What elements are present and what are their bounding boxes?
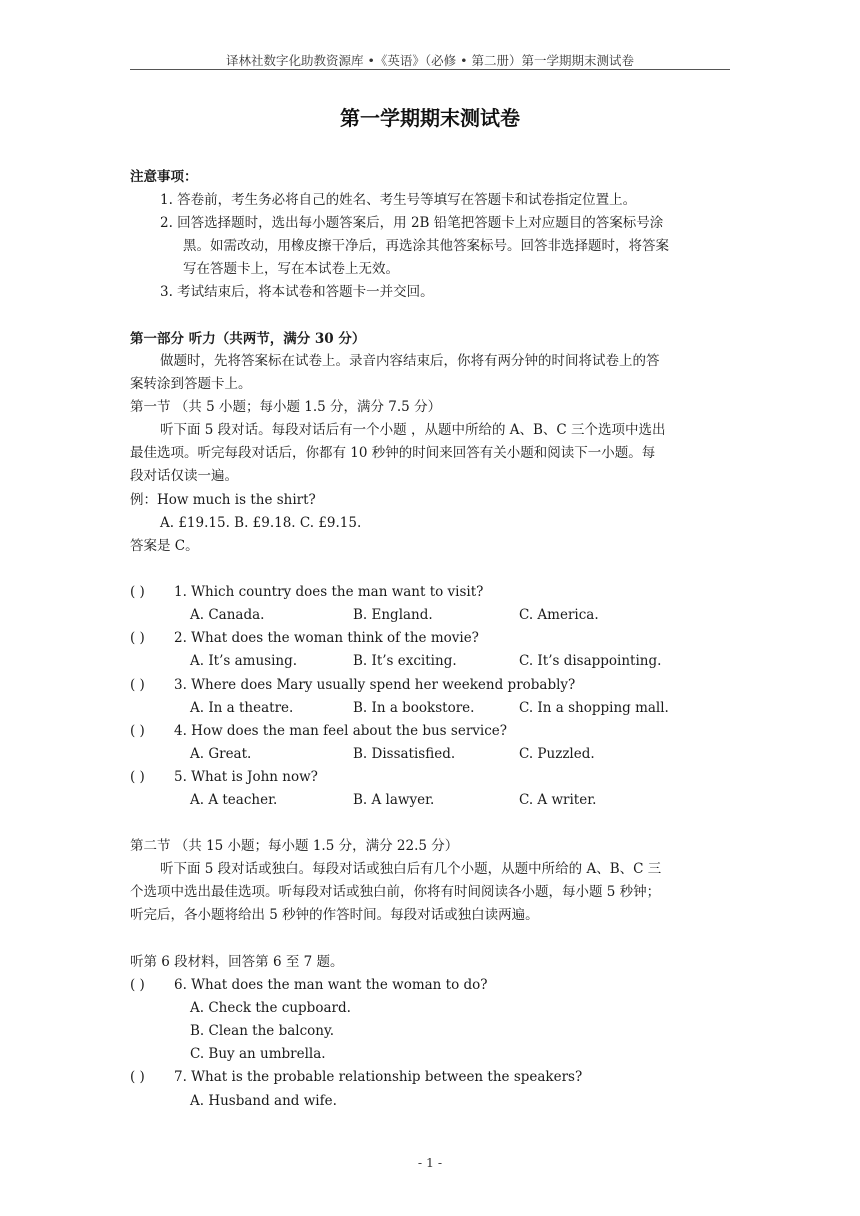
question-text: 1. Which country does the man want to visit? <box>174 584 484 600</box>
part1-intro-line-1: 做题时，先将答案标在试卷上。录音内容结束后，你将有两分钟的时间将试卷上的答 <box>160 353 660 369</box>
notice-item-2-line-3: 写在答题卡上，写在本试卷上无效。 <box>183 261 399 277</box>
option-b: B. A lawyer. <box>353 792 435 808</box>
option-c: C. A writer. <box>519 792 597 808</box>
option-b: B. England. <box>353 607 433 623</box>
question-text: 6. What does the man want the woman to do? <box>174 977 488 993</box>
part1-intro-line-2: 案转涂到答题卡上。 <box>130 376 252 392</box>
option-c: C. America. <box>519 607 599 623</box>
option-c: C. It’s disappointing. <box>519 653 662 669</box>
option-b: B. It’s exciting. <box>353 653 457 669</box>
option-a: A. It’s amusing. <box>190 653 298 669</box>
section2-instr-line-1: 听下面 5 段对话或独白。每段对话或独白后有几个小题，从题中所给的 A、B、C 三 <box>160 861 662 877</box>
option-c: C. Puzzled. <box>519 746 595 762</box>
option-a: A. In a theatre. <box>190 700 294 716</box>
option-a: A. Check the cupboard. <box>190 1000 351 1016</box>
section1-instr-line-1: 听下面 5 段对话。每段对话后有一个小题 ，从题中所给的 A、B、C 三个选项中选出 <box>160 422 666 438</box>
question-text: 2. What does the woman think of the movie? <box>174 630 479 646</box>
section1-instr-line-3: 段对话仅读一遍。 <box>130 468 238 484</box>
section2-instr-line-3: 听完后，各小题将给出 5 秒钟的作答时间。每段对话或独白读两遍。 <box>130 907 539 923</box>
part1-heading: 第一部分 听力（共两节，满分 30 分） <box>130 331 366 347</box>
answer-blank[interactable]: ( ) <box>130 723 145 739</box>
option-c: C. In a shopping mall. <box>519 700 669 716</box>
question-text: 7. What is the probable relationship between the speakers? <box>174 1069 583 1085</box>
option-a: A. Great. <box>190 746 252 762</box>
notice-item-2-line-2: 黑。如需改动，用橡皮擦干净后，再选涂其他答案标号。回答非选择题时，将答案 <box>183 238 669 254</box>
section1-heading: 第一节 （共 5 小题；每小题 1.5 分，满分 7.5 分） <box>130 399 442 415</box>
option-a: A. A teacher. <box>190 792 278 808</box>
notice-item-1: 1. 答卷前，考生务必将自己的姓名、考生号等填写在答题卡和试卷指定位置上。 <box>160 192 637 208</box>
answer-blank[interactable]: ( ) <box>130 1069 145 1085</box>
option-b: B. Dissatisfied. <box>353 746 456 762</box>
example-options: A. £19.15. B. £9.18. C. £9.15. <box>160 515 362 531</box>
answer-blank[interactable]: ( ) <box>130 630 145 646</box>
notice-item-2-line-1: 2. 回答选择题时，选出每小题答案后，用 2B 铅笔把答题卡上对应题目的答案标号涂 <box>160 215 664 231</box>
option-a: A. Canada. <box>190 607 265 623</box>
answer-blank[interactable]: ( ) <box>130 677 145 693</box>
option-b: B. In a bookstore. <box>353 700 475 716</box>
exam-title: 第一学期期末测试卷 <box>340 106 520 130</box>
section2-instr-line-2: 个选项中选出最佳选项。听每段对话或独白前，你将有时间阅读各小题，每小题 5 秒钟； <box>130 884 661 900</box>
header-rule <box>130 69 730 70</box>
material-6-heading: 听第 6 段材料，回答第 6 至 7 题。 <box>130 954 344 970</box>
example-answer: 答案是 C。 <box>130 538 199 554</box>
notice-heading: 注意事项： <box>130 169 198 185</box>
page-header: 译林社数字化助教资源库 •《英语》（必修 • 第二册）第一学期期末测试卷 <box>226 53 634 68</box>
option-b: B. Clean the balcony. <box>190 1023 335 1039</box>
question-text: 3. Where does Mary usually spend her weekend probably? <box>174 677 576 693</box>
question-text: 4. How does the man feel about the bus service? <box>174 723 508 739</box>
example-question: 例：How much is the shirt? <box>130 492 316 508</box>
answer-blank[interactable]: ( ) <box>130 769 145 785</box>
page-number: - 1 - <box>417 1155 443 1170</box>
section1-instr-line-2: 最佳选项。听完每段对话后，你都有 10 秒钟的时间来回答有关小题和阅读下一小题。每 <box>130 445 656 461</box>
notice-item-3: 3. 考试结束后，将本试卷和答题卡一并交回。 <box>160 284 434 300</box>
question-text: 5. What is John now? <box>174 769 318 785</box>
option-a: A. Husband and wife. <box>190 1093 337 1109</box>
answer-blank[interactable]: ( ) <box>130 977 145 993</box>
section2-heading: 第二节 （共 15 小题；每小题 1.5 分，满分 22.5 分） <box>130 838 459 854</box>
answer-blank[interactable]: ( ) <box>130 584 145 600</box>
option-c: C. Buy an umbrella. <box>190 1046 326 1062</box>
